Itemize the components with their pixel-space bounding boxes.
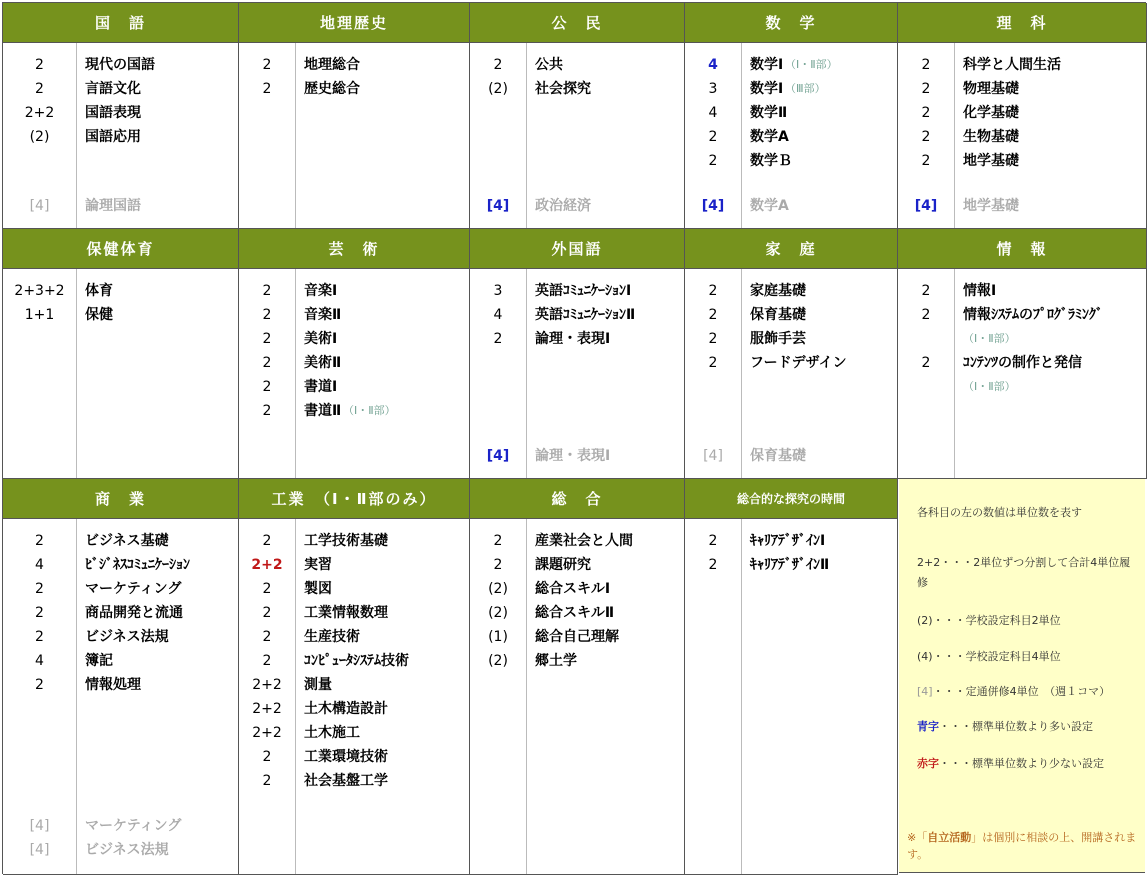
legend-text-red: ・・・標準単位数より少ない設定: [939, 757, 1104, 770]
course-name: 書道Ⅱ: [304, 403, 342, 419]
course-row: [470, 649, 684, 673]
credit-value: [4]: [701, 198, 725, 214]
credit-value: 2: [708, 129, 718, 145]
course-row: [239, 697, 469, 721]
legend-item-school-4: (4)・・・学校設定科目4単位: [917, 650, 1061, 663]
course-name: 工業情報数理: [304, 605, 388, 621]
section-header: 公 民: [470, 3, 684, 43]
course-row: [239, 745, 469, 769]
course-row: [239, 721, 469, 745]
course-row: [898, 53, 1146, 77]
credit-value: [4]: [29, 842, 50, 858]
course-name: 保健: [85, 307, 113, 323]
credit-value: 2: [35, 677, 44, 693]
course-row: [239, 649, 469, 673]
credit-value: 2+2: [252, 677, 282, 693]
course-name: 数学Ⅰ: [750, 81, 784, 97]
course-row: [239, 601, 469, 625]
credit-value: 4: [708, 57, 718, 73]
course-name: 社会基盤工学: [304, 773, 388, 789]
course-name: マーケティング: [85, 581, 182, 597]
course-name: 科学と人間生活: [963, 57, 1061, 73]
course-name: 工学技術基礎: [304, 533, 388, 549]
course-row: [898, 149, 1146, 173]
course-name: 言語文化: [85, 81, 141, 97]
section-header: 家 庭: [685, 229, 897, 269]
course-row: [470, 553, 684, 577]
course-row: [685, 125, 897, 149]
course-name: 地学基礎: [963, 198, 1019, 214]
credit-value: 2: [262, 307, 272, 323]
section-body: [239, 43, 469, 228]
course-row: [3, 303, 238, 327]
course-row: [898, 77, 1146, 101]
course-name: ビジネス法規: [85, 842, 169, 858]
credit-value: [4]: [486, 448, 510, 464]
course-name: 家庭基礎: [750, 283, 806, 299]
course-row: [3, 625, 238, 649]
section-sogo: [470, 479, 685, 875]
credit-value: [4]: [914, 198, 938, 214]
credit-value: 2: [35, 533, 44, 549]
credit-value: 2: [35, 57, 44, 73]
course-name: 論理国語: [85, 198, 141, 214]
course-name: 論理・表現Ⅰ: [535, 331, 611, 347]
course-row: [685, 101, 897, 125]
course-name: 社会探究: [535, 81, 591, 97]
course-row: [239, 375, 469, 399]
credit-value: 2: [493, 557, 503, 573]
course-row: [685, 53, 897, 77]
credit-value: (1): [488, 629, 508, 645]
course-name: フードデザイン: [750, 355, 847, 371]
credit-value: 2+2: [251, 557, 283, 573]
course-name: 土木施工: [304, 725, 360, 741]
credit-value: 2: [262, 749, 272, 765]
course-row: [239, 769, 469, 793]
legend-item-split: 2+2・・・2単位ずつ分割して合計4単位履修: [917, 556, 1131, 589]
course-name: 地学基礎: [963, 153, 1019, 169]
legend-item-red: [917, 754, 1145, 774]
credit-value: 2: [35, 605, 44, 621]
credit-value: 2: [262, 81, 272, 97]
section-body: [239, 269, 469, 478]
credit-value: 4: [708, 105, 718, 121]
course-row: [470, 529, 684, 553]
section-body: [470, 269, 684, 478]
legend-item-school-2: (2)・・・学校設定科目2単位: [917, 614, 1061, 627]
credit-value: [4]: [703, 448, 723, 464]
course-name: 測量: [304, 677, 332, 693]
credit-value: 2: [493, 57, 503, 73]
credit-value: 2: [262, 57, 272, 73]
section-chiri: [239, 3, 470, 229]
course-name: 公共: [535, 57, 563, 73]
course-name: 保育基礎: [750, 448, 806, 464]
course-name: 歴史総合: [304, 81, 360, 97]
section-body: [470, 519, 684, 874]
credit-value: 2: [708, 557, 718, 573]
legend-panel: [899, 479, 1145, 873]
concurrent-course-row: [685, 444, 897, 468]
section-header: 国 語: [3, 3, 238, 43]
course-name: 数学Ｂ: [750, 153, 792, 169]
course-row: [685, 351, 897, 375]
section-body: [3, 519, 238, 874]
course-name: 美術Ⅰ: [304, 331, 338, 347]
section-header: 保健体育: [3, 229, 238, 269]
course-name: 保育基礎: [750, 307, 806, 323]
legend-key-red: 赤字: [917, 757, 939, 770]
concurrent-course-row: [3, 838, 238, 862]
credit-value: 3: [493, 283, 503, 299]
section-body: [898, 269, 1146, 478]
legend-footnote: [907, 829, 1139, 863]
course-name: 数学A: [750, 198, 789, 214]
course-name: 現代の国語: [85, 57, 155, 73]
credit-value: 2: [35, 81, 44, 97]
credit-value: 2+2: [24, 105, 55, 121]
course-row: [239, 673, 469, 697]
concurrent-course-row: [470, 194, 684, 218]
course-row: [239, 303, 469, 327]
course-name: ビジネス法規: [85, 629, 169, 645]
legend-key-blue: 青字: [917, 720, 939, 733]
course-name: ｺﾝﾃﾝﾂの制作と発信: [963, 355, 1082, 371]
course-row: [239, 625, 469, 649]
section-body: [239, 519, 469, 874]
credit-value: 2: [708, 355, 718, 371]
credit-value: 2: [708, 533, 718, 549]
course-name: 情報処理: [85, 677, 141, 693]
course-name: 商品開発と流通: [85, 605, 183, 621]
course-row: [685, 553, 897, 577]
course-row: [3, 53, 238, 77]
legend-item-concurrent: [917, 682, 1145, 702]
course-row: [470, 303, 684, 327]
concurrent-course-row: [685, 194, 897, 218]
course-name: マーケティング: [85, 818, 182, 834]
course-row: [470, 77, 684, 101]
section-gaikokugo: [470, 229, 685, 479]
course-name: ｺﾝﾋﾟｭｰﾀｼｽﾃﾑ技術: [304, 653, 409, 669]
course-name: 音楽Ⅰ: [304, 283, 338, 299]
credit-value: 2: [921, 153, 931, 169]
course-row: [3, 601, 238, 625]
course-name: 化学基礎: [963, 105, 1019, 121]
credit-value: 2: [921, 105, 931, 121]
credit-value: 4: [493, 307, 503, 323]
credit-value: 4: [35, 557, 44, 573]
course-row: [239, 351, 469, 375]
course-name: 製図: [304, 581, 332, 597]
credit-value: 2: [921, 355, 931, 371]
course-note: （Ⅰ・Ⅱ部）: [343, 404, 396, 417]
course-row: [239, 327, 469, 351]
course-row: [470, 53, 684, 77]
section-body: [898, 43, 1146, 228]
legend-key-bracket: [4]: [917, 685, 933, 698]
credit-value: 2: [262, 629, 272, 645]
course-row: [898, 327, 1146, 351]
credit-value: 2: [262, 331, 272, 347]
course-name: ｷｬﾘｱﾃﾞｻﾞｲﾝⅡ: [750, 557, 830, 573]
course-note: （Ⅰ・Ⅱ部）: [963, 332, 1016, 345]
credit-value: 2+2: [252, 701, 282, 717]
course-name: 課題研究: [535, 557, 591, 573]
section-hoken: [3, 229, 239, 479]
section-geijutsu: [239, 229, 470, 479]
course-row: [3, 577, 238, 601]
credit-value: 2+2: [252, 725, 282, 741]
section-header: 工業 （Ⅰ・Ⅱ部のみ）: [239, 479, 469, 519]
credit-value: 2: [262, 605, 272, 621]
section-body: [3, 43, 238, 228]
course-name: 英語ｺﾐｭﾆｹｰｼｮﾝⅡ: [535, 307, 636, 323]
section-header: 総合的な探究の時間: [685, 479, 897, 519]
course-name: 数学Ⅱ: [750, 105, 788, 121]
course-name: 工業環境技術: [304, 749, 388, 765]
course-name: 英語ｺﾐｭﾆｹｰｼｮﾝⅠ: [535, 283, 632, 299]
course-name: 情報ｼｽﾃﾑのﾌﾟﾛｸﾞﾗﾐﾝｸﾞ: [963, 307, 1103, 323]
credit-value: 2+3+2: [14, 283, 65, 299]
course-row: [898, 303, 1146, 327]
credit-value: 2: [262, 533, 272, 549]
course-row: [239, 279, 469, 303]
section-body: [685, 43, 897, 228]
course-row: [239, 53, 469, 77]
course-row: [898, 101, 1146, 125]
credit-value: 2: [493, 331, 503, 347]
course-name: 美術Ⅱ: [304, 355, 342, 371]
course-name: 郷土学: [535, 653, 577, 669]
credit-value: (2): [29, 129, 50, 145]
course-name: ｷｬﾘｱﾃﾞｻﾞｲﾝⅠ: [750, 533, 826, 549]
credit-value: 2: [708, 307, 718, 323]
legend-text-concurrent: ・・・定通併修4単位 （週１コマ）: [932, 685, 1111, 698]
course-note: （Ⅰ・Ⅱ部）: [785, 58, 838, 71]
credit-value: 2: [708, 331, 718, 347]
section-kokugo: [3, 3, 239, 229]
course-row: [685, 327, 897, 351]
course-name: 国語応用: [85, 129, 141, 145]
credit-value: 2: [921, 129, 931, 145]
section-header: 外国語: [470, 229, 684, 269]
course-row: [685, 77, 897, 101]
credit-value: 2: [921, 81, 931, 97]
course-name: ﾋﾞｼﾞﾈｽｺﾐｭﾆｹｰｼｮﾝ: [85, 557, 190, 573]
legend-item-blue: [917, 717, 1145, 737]
credit-value: [4]: [486, 198, 510, 214]
course-name: 生物基礎: [963, 129, 1019, 145]
course-row: [3, 125, 238, 149]
section-body: [3, 269, 238, 478]
credit-value: 2: [262, 773, 272, 789]
credit-value: [4]: [29, 198, 50, 214]
course-name: 生産技術: [304, 629, 360, 645]
legend-text-blue: ・・・標準単位数より多い設定: [939, 720, 1093, 733]
credit-value: 2: [262, 355, 272, 371]
credit-value: (2): [488, 605, 508, 621]
section-body: [685, 519, 897, 874]
section-header: 情 報: [898, 229, 1146, 269]
credit-value: 2: [262, 581, 272, 597]
section-rika: [898, 3, 1147, 229]
course-note: （Ⅰ・Ⅱ部）: [963, 380, 1016, 393]
credit-value: 2: [262, 379, 272, 395]
course-row: [239, 399, 469, 423]
credit-value: (2): [488, 581, 508, 597]
course-name: 国語表現: [85, 105, 141, 121]
course-row: [3, 553, 238, 577]
course-row: [470, 327, 684, 351]
course-name: 物理基礎: [963, 81, 1019, 97]
credit-value: 2: [921, 57, 931, 73]
course-name: 総合スキルⅡ: [535, 605, 615, 621]
credit-value: 2: [262, 653, 272, 669]
credit-value: (2): [488, 81, 508, 97]
course-row: [3, 279, 238, 303]
concurrent-course-row: [3, 814, 238, 838]
section-header: 総 合: [470, 479, 684, 519]
course-row: [685, 149, 897, 173]
course-row: [470, 625, 684, 649]
credit-value: 1+1: [24, 307, 55, 323]
course-row: [239, 577, 469, 601]
credit-value: 2: [35, 581, 44, 597]
course-row: [685, 303, 897, 327]
credit-value: 2: [708, 153, 718, 169]
section-header: 商 業: [3, 479, 238, 519]
course-name: ビジネス基礎: [85, 533, 169, 549]
course-row: [239, 529, 469, 553]
section-body: [685, 269, 897, 478]
footnote-post: 」は個別に相談の上、開講されます。: [907, 831, 1137, 861]
course-name: 数学A: [750, 129, 789, 145]
section-body: [470, 43, 684, 228]
course-row: [3, 529, 238, 553]
course-name: 総合スキルⅠ: [535, 581, 611, 597]
concurrent-course-row: [898, 194, 1146, 218]
section-header: 数 学: [685, 3, 897, 43]
section-tankyu: [685, 479, 898, 875]
section-header: 芸 術: [239, 229, 469, 269]
course-row: [3, 77, 238, 101]
course-row: [898, 351, 1146, 375]
course-name: 数学Ⅰ: [750, 57, 784, 73]
course-row: [685, 279, 897, 303]
course-name: 地理総合: [304, 57, 360, 73]
footnote-pre: ※「: [907, 831, 928, 844]
section-joho: [898, 229, 1147, 479]
section-sugaku: [685, 3, 898, 229]
course-name: 産業社会と人間: [535, 533, 633, 549]
credit-value: 4: [35, 653, 44, 669]
credit-value: (2): [488, 653, 508, 669]
course-name: 書道Ⅰ: [304, 379, 338, 395]
course-row: [3, 101, 238, 125]
course-name: 論理・表現Ⅰ: [535, 448, 611, 464]
legend-title: 各科目の左の数値は単位数を表す: [917, 506, 1082, 519]
credit-value: 2: [921, 307, 931, 323]
course-name: 体育: [85, 283, 113, 299]
credit-value: 2: [493, 533, 503, 549]
credit-value: 2: [708, 283, 718, 299]
course-name: 服飾手芸: [750, 331, 806, 347]
course-row: [3, 673, 238, 697]
concurrent-course-row: [470, 444, 684, 468]
footnote-key: 自立活動: [927, 831, 972, 844]
section-header: 理 科: [898, 3, 1146, 43]
course-name: 総合自己理解: [535, 629, 619, 645]
credit-value: 2: [262, 283, 272, 299]
course-name: 簿記: [85, 653, 113, 669]
section-shogyo: [3, 479, 239, 875]
credit-value: 3: [708, 81, 718, 97]
course-name: 情報Ⅰ: [963, 283, 997, 299]
credit-value: 2: [262, 403, 272, 419]
course-row: [898, 125, 1146, 149]
course-row: [470, 279, 684, 303]
course-row: [898, 279, 1146, 303]
course-row: [470, 577, 684, 601]
course-name: 実習: [304, 557, 332, 573]
credit-value: 2: [921, 283, 931, 299]
course-row: [3, 649, 238, 673]
course-name: 土木構造設計: [304, 701, 388, 717]
course-row: [685, 529, 897, 553]
course-row: [470, 601, 684, 625]
section-kogyo: [239, 479, 470, 875]
course-row: [239, 77, 469, 101]
credit-value: 2: [35, 629, 44, 645]
section-header: 地理歴史: [239, 3, 469, 43]
course-note: （Ⅲ部）: [785, 82, 826, 95]
course-name: 政治経済: [535, 198, 591, 214]
section-katei: [685, 229, 898, 479]
concurrent-course-row: [3, 194, 238, 218]
credit-value: [4]: [29, 818, 50, 834]
course-row: [898, 375, 1146, 399]
course-name: 音楽Ⅱ: [304, 307, 342, 323]
section-komin: [470, 3, 685, 229]
course-row: [239, 553, 469, 577]
